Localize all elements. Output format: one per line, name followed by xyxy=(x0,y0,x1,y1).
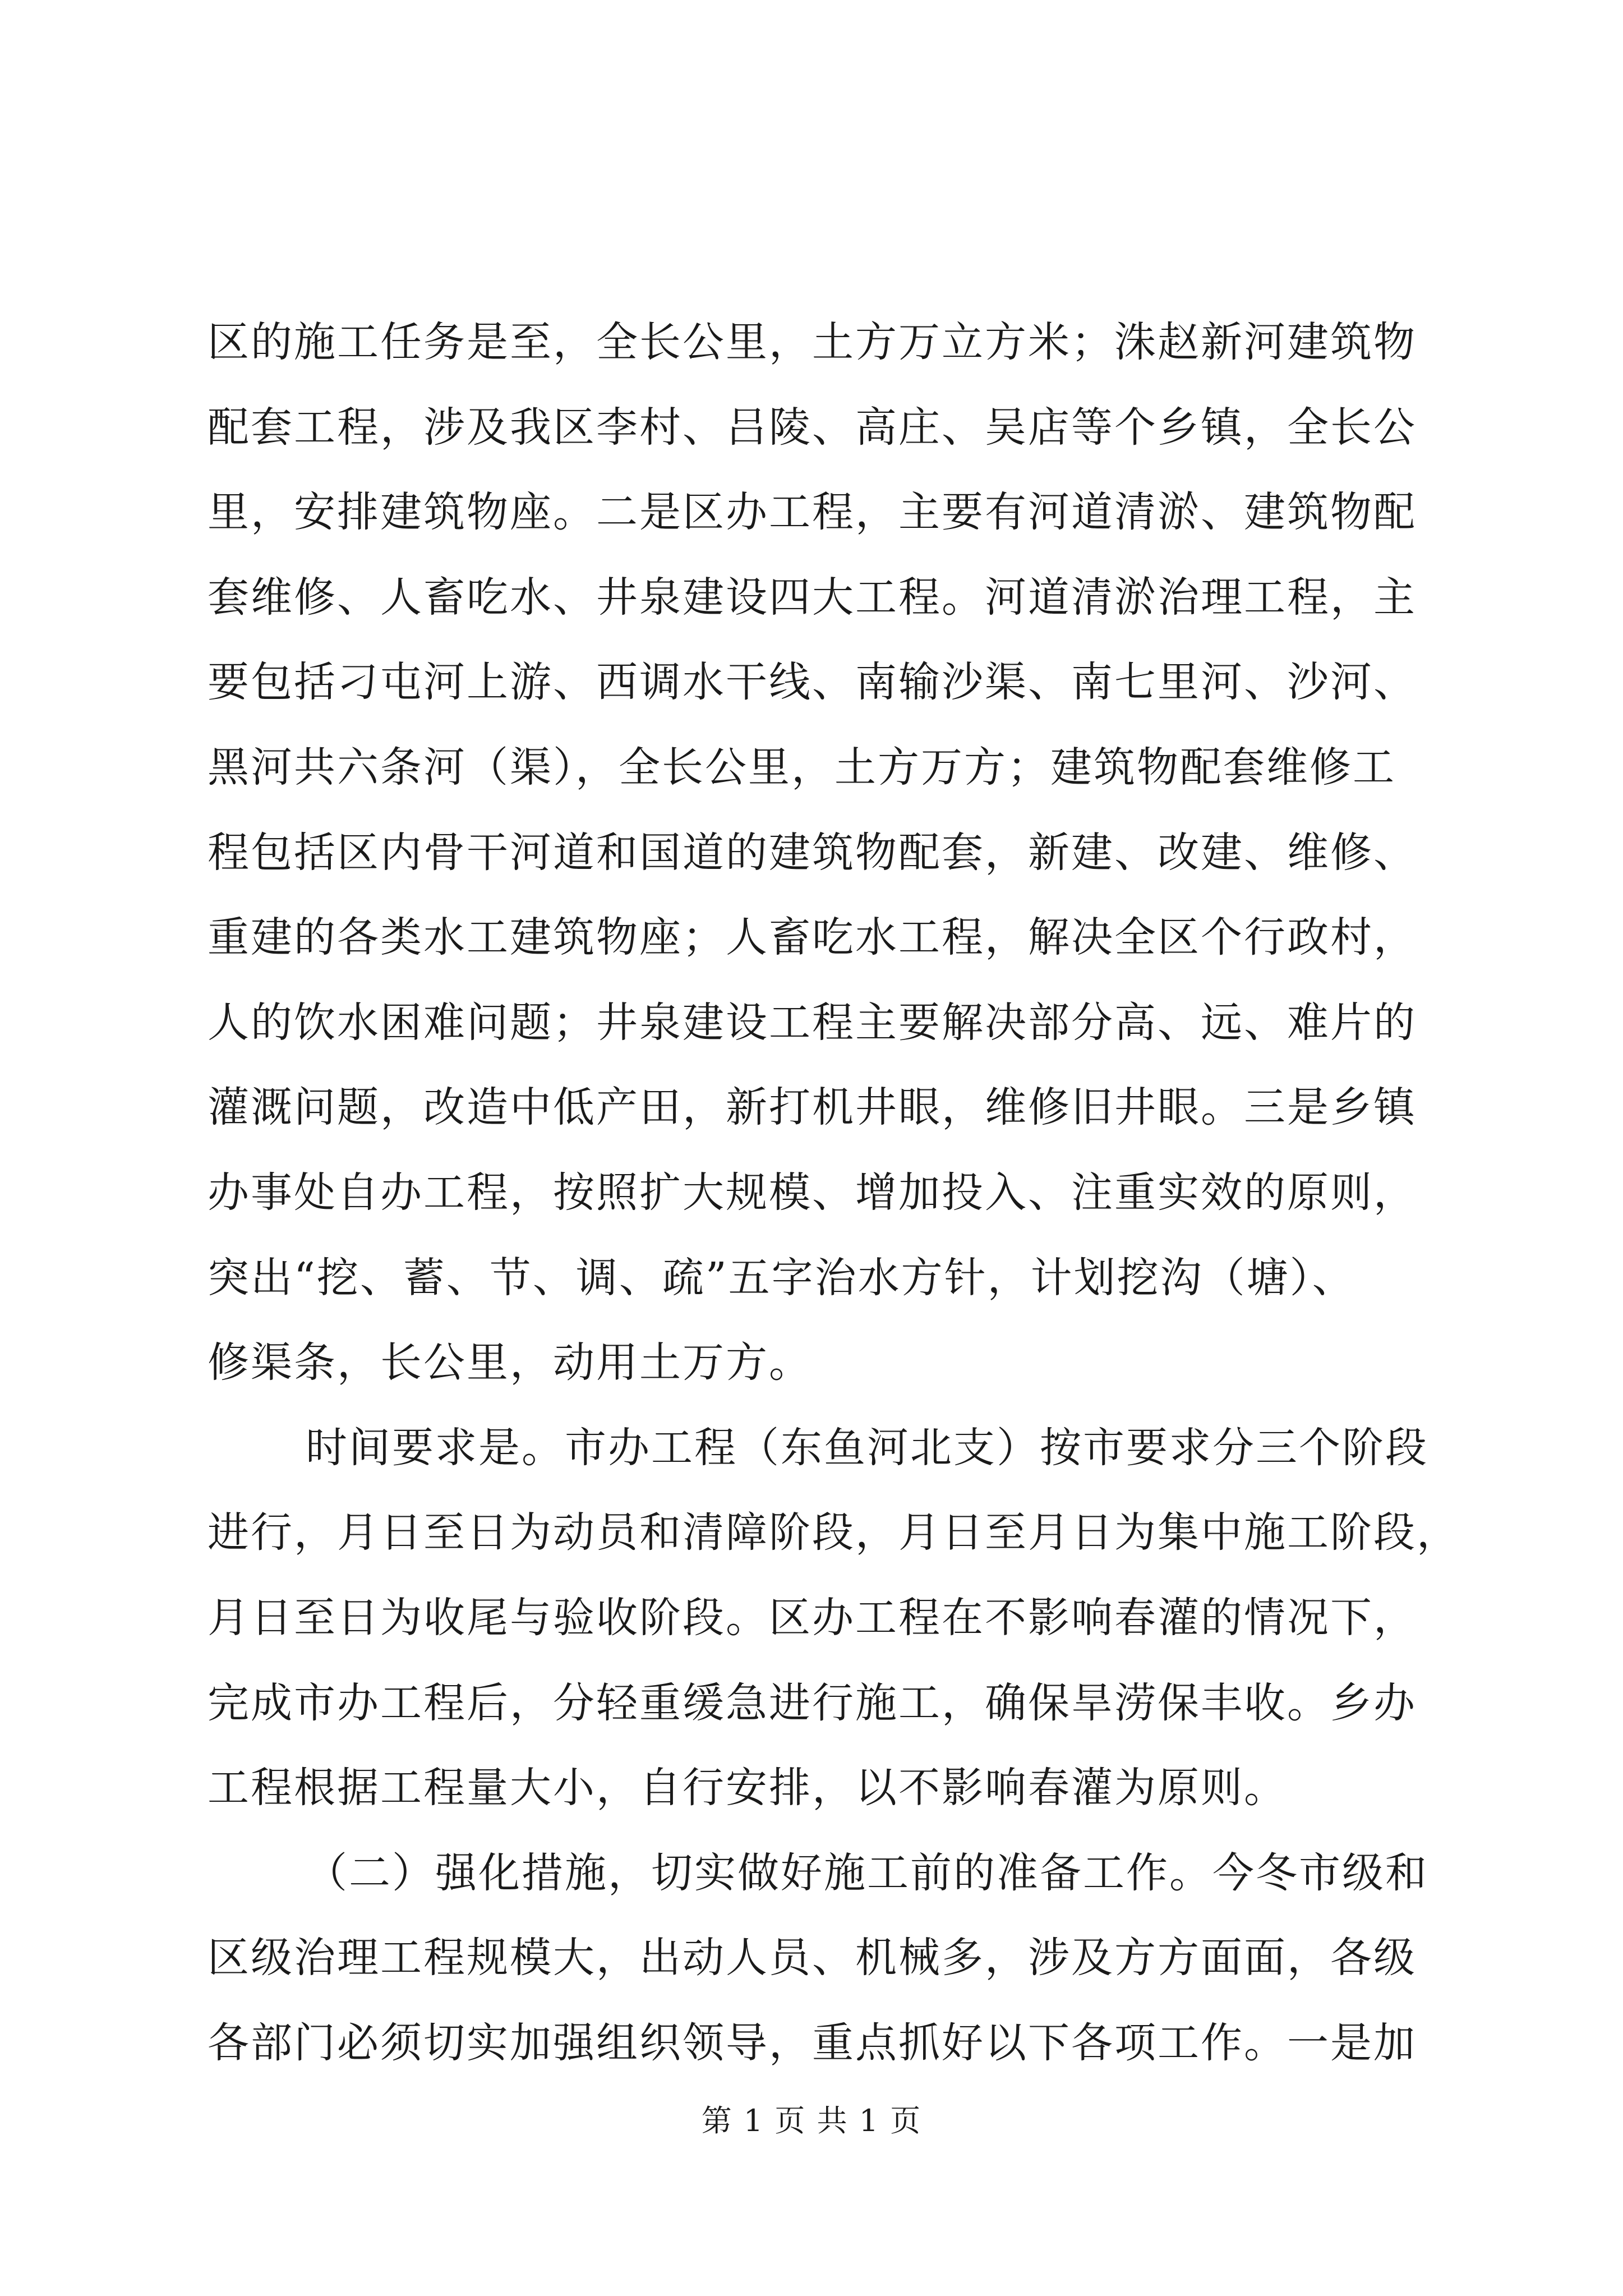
paragraph-2 xyxy=(208,1406,1460,1831)
text-line: 完成市办工程后，分轻重缓急进行施工，确保旱涝保丰收。乡办 xyxy=(208,1678,1417,1727)
page-number-footer: 第 1 页 共 1 页 xyxy=(701,2103,922,2138)
text-line: 突出“挖、蓄、节、调、疏”五字治水方针，计划挖沟（塘）、 xyxy=(208,1253,1355,1302)
text-line-indented: 时间要求是。市办工程（东鱼河北支）按市要求分三个阶段 xyxy=(306,1423,1428,1472)
text-line: 进行，月日至日为动员和清障阶段，月日至月日为集中施工阶段， xyxy=(208,1508,1460,1557)
text-line: 工程根据工程量大小，自行安排，以不影响春灌为原则。 xyxy=(208,1764,1287,1812)
text-line: 重建的各类水工建筑物座；人畜吃水工程，解决全区个行政村， xyxy=(208,913,1417,962)
text-line: 月日至日为收尾与验收阶段。区办工程在不影响春灌的情况下， xyxy=(208,1593,1417,1642)
paragraph-1 xyxy=(208,300,1419,1406)
text-line: 黑河共六条河（渠），全长公里，土方万方；建筑物配套维修工 xyxy=(208,743,1396,792)
document-body xyxy=(208,300,1460,2086)
text-line: 程包括区内骨干河道和国道的建筑物配套，新建、改建、维修、 xyxy=(208,828,1417,877)
text-line: 修渠条，长公里，动用土万方。 xyxy=(208,1338,812,1387)
paragraph-3 xyxy=(208,1831,1428,2086)
text-line: 区的施工任务是至，全长公里，土方万立方米；洙赵新河建筑物 xyxy=(208,318,1417,366)
text-line: 人的饮水困难问题；井泉建设工程主要解决部分高、远、难片的 xyxy=(208,998,1417,1047)
text-line: 配套工程，涉及我区李村、吕陵、高庄、吴店等个乡镇，全长公 xyxy=(208,403,1417,452)
text-line-indented: （二）强化措施，切实做好施工前的准备工作。今冬市级和 xyxy=(306,1848,1428,1897)
text-line: 要包括刁屯河上游、西调水干线、南输沙渠、南七里河、沙河、 xyxy=(208,658,1417,707)
text-line: 各部门必须切实加强组织领导，重点抓好以下各项工作。一是加 xyxy=(208,2018,1417,2067)
text-line: 灌溉问题，改造中低产田，新打机井眼，维修旧井眼。三是乡镇 xyxy=(208,1083,1417,1132)
text-line: 区级治理工程规模大，出动人员、机械多，涉及方方面面，各级 xyxy=(208,1934,1417,1982)
text-line: 里，安排建筑物座。二是区办工程，主要有河道清淤、建筑物配 xyxy=(208,488,1417,537)
text-line: 套维修、人畜吃水、井泉建设四大工程。河道清淤治理工程，主 xyxy=(208,573,1417,622)
text-line: 办事处自办工程，按照扩大规模、增加投入、注重实效的原则， xyxy=(208,1168,1417,1217)
